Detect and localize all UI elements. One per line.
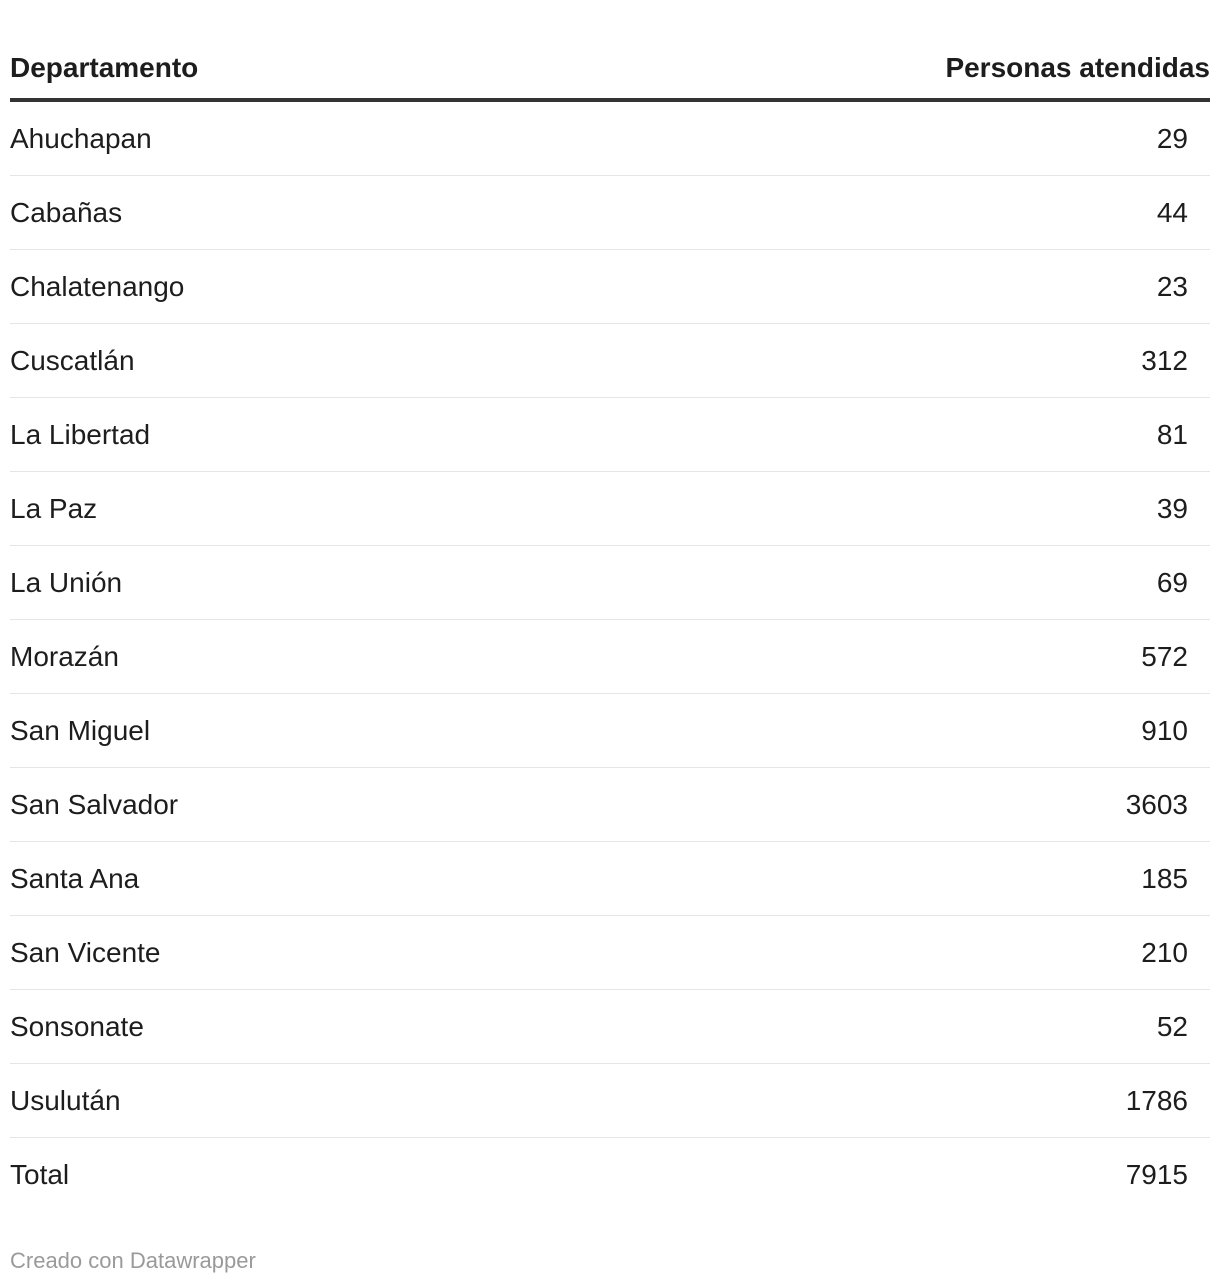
table-row: [10, 916, 1210, 990]
cell-personas-atendidas: 52: [610, 990, 1210, 1064]
cell-departamento: La Unión: [10, 546, 610, 620]
table-row: [10, 324, 1210, 398]
cell-departamento: La Libertad: [10, 398, 610, 472]
cell-departamento: La Paz: [10, 472, 610, 546]
cell-personas-atendidas: 7915: [1125, 1158, 1188, 1190]
column-header-departamento[interactable]: Departamento: [10, 38, 610, 100]
cell-personas-atendidas: 23: [610, 250, 1210, 324]
cell-personas-atendidas: 572: [610, 620, 1210, 694]
table-header-row: [10, 38, 1210, 100]
table-row: [10, 694, 1210, 768]
table-row: [10, 100, 1210, 176]
cell-departamento: Cuscatlán: [10, 324, 610, 398]
datawrapper-credit: Creado con Datawrapper: [10, 1248, 256, 1273]
cell-personas-atendidas: 29: [610, 100, 1210, 176]
data-table-container: [10, 38, 1210, 1211]
table-row: [10, 546, 1210, 620]
table-row: [10, 768, 1210, 842]
cell-personas-atendidas: 312: [610, 324, 1210, 398]
cell-departamento: San Miguel: [10, 694, 610, 768]
cell-departamento: Sonsonate: [10, 990, 610, 1064]
cell-personas-atendidas: 3603: [610, 768, 1210, 842]
cell-departamento: Cabañas: [10, 176, 610, 250]
cell-departamento: Ahuchapan: [10, 100, 610, 176]
table-row: [10, 398, 1210, 472]
cell-personas-atendidas: 910: [610, 694, 1210, 768]
table-body: [10, 100, 1210, 1211]
table-row: [10, 1064, 1210, 1138]
cell-personas-atendidas: 210: [610, 916, 1210, 990]
cell-personas-atendidas: 185: [610, 842, 1210, 916]
cell-departamento: San Vicente: [10, 916, 610, 990]
cell-personas-atendidas: 81: [610, 398, 1210, 472]
table-row: [10, 1138, 1210, 1212]
cell-personas-atendidas: 1786: [610, 1064, 1210, 1138]
cell-personas-atendidas: 39: [610, 472, 1210, 546]
data-table: [10, 38, 1210, 1211]
cell-departamento: San Salvador: [10, 768, 610, 842]
table-row: [10, 176, 1210, 250]
cell-departamento: Chalatenango: [10, 250, 610, 324]
cell-personas-atendidas: 44: [610, 176, 1210, 250]
table-row: [10, 250, 1210, 324]
table-row: [10, 842, 1210, 916]
cell-departamento: Total: [10, 1158, 70, 1190]
cell-personas-atendidas: 69: [610, 546, 1210, 620]
table-row: [10, 472, 1210, 546]
cell-departamento: Usulután: [10, 1064, 610, 1138]
table-row: [10, 990, 1210, 1064]
cell-departamento: Santa Ana: [10, 842, 610, 916]
cell-departamento: Morazán: [10, 620, 610, 694]
column-header-personas-atendidas[interactable]: Personas atendidas: [610, 38, 1210, 100]
table-row: [10, 620, 1210, 694]
